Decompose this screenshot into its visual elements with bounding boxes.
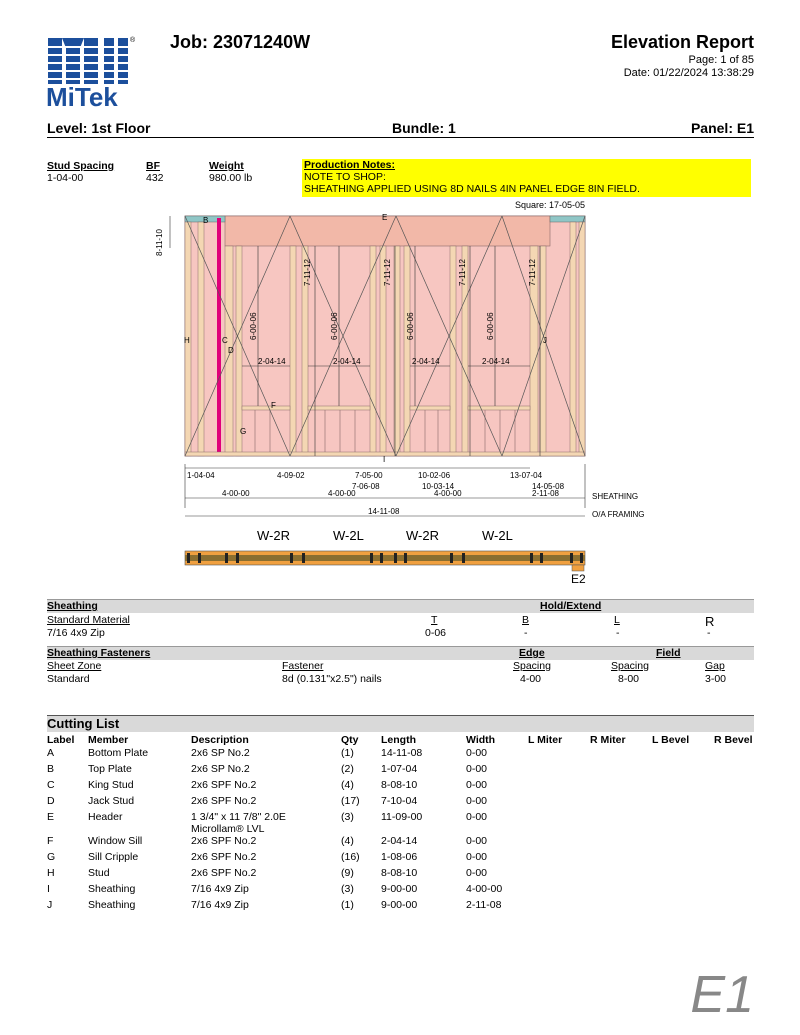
fastener-label: Fastener	[282, 660, 324, 672]
table-row	[47, 811, 754, 835]
table-row	[47, 867, 754, 883]
row-desc: 2x6 SPF No.2	[191, 867, 257, 879]
opening-width-1: 2-04-14	[258, 357, 286, 366]
stud-spacing-value: 1-04-00	[47, 172, 84, 184]
job-number: Job: 23071240W	[170, 32, 311, 52]
elevation-drawing	[140, 208, 660, 593]
row-qty: (3)	[341, 811, 354, 823]
col-description: Description	[191, 734, 249, 746]
notes-line2: SHEATHING APPLIED USING 8D NAILS 4IN PANEL EDGE 8IN FIELD.	[304, 183, 640, 195]
plan-label: E2	[571, 572, 586, 586]
cutting-header-bar	[47, 715, 754, 732]
row-member: Sheathing	[88, 883, 136, 895]
row-qty: (4)	[341, 835, 354, 847]
row-label: E	[47, 811, 55, 823]
weight-value: 980.00 lb	[209, 172, 253, 184]
row-qty: (9)	[341, 867, 354, 879]
hold-r-value: -	[707, 627, 711, 639]
row-desc: 2x6 SP No.2	[191, 747, 250, 759]
col-l-bevel: L Bevel	[652, 734, 690, 746]
framing-label: O/A FRAMING	[592, 510, 645, 519]
col-r-miter: R Miter	[590, 734, 626, 746]
row-length: 8-08-10	[381, 779, 418, 791]
row-desc-line2: Microllam® LVL	[191, 823, 265, 835]
row-width: 0-00	[466, 811, 488, 823]
field-spacing-value: 8-00	[618, 673, 640, 685]
stud-spacing-label: Stud Spacing	[47, 160, 115, 172]
row-label: A	[47, 747, 55, 759]
mitek-logo	[46, 32, 138, 112]
row-width: 0-00	[466, 835, 488, 847]
row-desc	[191, 811, 341, 835]
row-label: B	[47, 763, 55, 775]
sheathing-dim-3: 4-00-00	[434, 489, 462, 498]
row-member: Sheathing	[88, 899, 136, 911]
table-row	[47, 899, 754, 915]
letter-b: B	[203, 216, 209, 225]
sheathing-material: 7/16 4x9 Zip	[47, 627, 105, 639]
bottom-dim-1: 1-04-04	[187, 471, 215, 480]
cutting-header-row	[47, 733, 754, 747]
opening-height-2: 6-00-06	[330, 312, 339, 340]
hold-b-label: B	[522, 614, 530, 626]
header-dim-2: 7-11-12	[383, 259, 392, 286]
hold-r-label: R	[705, 614, 715, 629]
table-row	[47, 779, 754, 795]
sheathing-dim-1: 4-00-00	[222, 489, 250, 498]
table-row	[47, 747, 754, 763]
panel-label: Panel: E1	[690, 120, 754, 136]
square-value: Square: 17-05-05	[515, 200, 586, 210]
fastener-value: 8d (0.131"x2.5") nails	[282, 673, 382, 685]
bottom-dim-3: 7-05-00	[355, 471, 383, 480]
hold-extend-label: Hold/Extend	[540, 600, 602, 612]
hold-l-value: -	[616, 627, 620, 639]
row-width: 0-00	[466, 747, 488, 759]
sheathing-dim-4: 2-11-08	[532, 489, 559, 498]
letter-i: I	[383, 455, 386, 464]
row-length: 8-08-10	[381, 867, 418, 879]
row-qty: (3)	[341, 883, 354, 895]
bf-label: BF	[146, 160, 160, 172]
row-member: King Stud	[88, 779, 134, 791]
row-desc: 2x6 SP No.2	[191, 763, 250, 775]
table-row	[47, 851, 754, 867]
hold-b-value: -	[524, 627, 528, 639]
row-qty: (1)	[341, 899, 354, 911]
bottom-dim-8: 14-05-08	[532, 482, 565, 491]
bottom-dim-4: 10-02-06	[418, 471, 451, 480]
col-length: Length	[381, 734, 416, 746]
sheathing-header-bar	[47, 599, 754, 613]
row-qty: (4)	[341, 779, 354, 791]
level-label: Level: 1st Floor	[47, 120, 151, 136]
row-desc: 2x6 SPF No.2	[191, 779, 257, 791]
row-member: Header	[88, 811, 123, 823]
notes-line1: NOTE TO SHOP:	[304, 171, 386, 183]
row-desc-line1: 1 3/4" x 11 7/8" 2.0E	[191, 811, 286, 823]
cutting-title: Cutting List	[47, 716, 120, 731]
row-desc: 7/16 4x9 Zip	[191, 899, 249, 911]
letter-c: C	[222, 336, 228, 345]
page-number: Page: 1 of 85	[688, 54, 754, 66]
wall-label-3: W-2R	[406, 528, 439, 543]
overall-dim: 14-11-08	[368, 507, 400, 516]
col-member: Member	[88, 734, 129, 746]
row-qty: (16)	[341, 851, 360, 863]
row-length: 14-11-08	[381, 747, 423, 759]
opening-height-1: 6-00-06	[249, 312, 258, 340]
production-notes	[302, 159, 751, 197]
cutting-table	[47, 733, 754, 915]
sheet-zone-value: Standard	[47, 673, 90, 685]
opening-height-3: 6-00-06	[406, 312, 415, 340]
gap-value: 3-00	[705, 673, 727, 685]
row-desc: 2x6 SPF No.2	[191, 851, 257, 863]
hold-t-label: T	[431, 614, 438, 626]
row-width: 0-00	[466, 779, 488, 791]
row-label: J	[47, 899, 53, 911]
report-date: Date: 01/22/2024 13:38:29	[623, 67, 754, 79]
field-spacing-label: Spacing	[611, 660, 649, 672]
col-l-miter: L Miter	[528, 734, 563, 746]
sheathing-title: Sheathing	[47, 600, 98, 612]
row-qty: (1)	[341, 747, 354, 759]
weight-label: Weight	[209, 160, 244, 172]
col-r-bevel: R Bevel	[714, 734, 753, 746]
letter-e: E	[382, 213, 388, 222]
table-row	[47, 763, 754, 779]
header-dim-1: 7-11-12	[303, 259, 312, 286]
row-member: Sill Cripple	[88, 851, 139, 863]
logo-text: MiTek	[46, 82, 118, 112]
col-width: Width	[466, 734, 496, 746]
height-dim: 8-11-10	[155, 229, 164, 256]
table-row	[47, 795, 754, 811]
sheet-zone-label: Sheet Zone	[47, 660, 102, 672]
row-width: 4-00-00	[466, 883, 503, 895]
row-member: Bottom Plate	[88, 747, 149, 759]
edge-spacing-label: Spacing	[513, 660, 551, 672]
row-label: F	[47, 835, 54, 847]
row-label: D	[47, 795, 55, 807]
letter-h: H	[184, 336, 190, 345]
sheathing-dim-2: 4-00-00	[328, 489, 356, 498]
opening-width-3: 2-04-14	[412, 357, 440, 366]
row-length: 11-09-00	[381, 811, 423, 823]
header-dim-4: 7-11-12	[528, 259, 537, 286]
opening-width-4: 2-04-14	[482, 357, 510, 366]
bottom-dim-5: 13-07-04	[510, 471, 543, 480]
edge-label: Edge	[519, 647, 545, 659]
bundle-label: Bundle: 1	[392, 120, 456, 136]
sheathing-label: SHEATHING	[592, 492, 639, 501]
row-length: 9-00-00	[381, 899, 418, 911]
wall-label-4: W-2L	[482, 528, 513, 543]
bf-value: 432	[146, 172, 164, 184]
header-dim-3: 7-11-12	[458, 259, 467, 286]
row-length: 9-00-00	[381, 883, 418, 895]
col-label: Label	[47, 734, 75, 746]
table-row	[47, 883, 754, 899]
wall-label-2: W-2L	[333, 528, 364, 543]
letter-f: F	[271, 401, 276, 410]
wall-label-1: W-2R	[257, 528, 290, 543]
bottom-dim-7: 10-03-14	[422, 482, 455, 491]
row-desc: 2x6 SPF No.2	[191, 795, 257, 807]
row-width: 0-00	[466, 763, 488, 775]
col-qty: Qty	[341, 734, 359, 746]
svg-text:®: ®	[130, 37, 136, 44]
hold-l-label: L	[614, 614, 620, 626]
standard-material-label: Standard Material	[47, 614, 130, 626]
row-length: 1-07-04	[381, 763, 418, 775]
letter-d: D	[228, 346, 234, 355]
notes-label: Production Notes:	[304, 159, 395, 171]
report-title: Elevation Report	[610, 32, 754, 52]
panel-watermark: E1	[690, 966, 754, 1024]
row-desc: 7/16 4x9 Zip	[191, 883, 249, 895]
bottom-dim-6: 7-06-08	[352, 482, 380, 491]
gap-label: Gap	[705, 660, 725, 672]
row-length: 2-04-14	[381, 835, 418, 847]
header-rule	[47, 137, 754, 138]
row-member: Top Plate	[88, 763, 132, 775]
letter-g: G	[240, 427, 247, 436]
row-length: 7-10-04	[381, 795, 418, 807]
row-label: G	[47, 851, 56, 863]
row-width: 0-00	[466, 795, 488, 807]
row-member: Window Sill	[88, 835, 143, 847]
row-desc: 2x6 SPF No.2	[191, 835, 257, 847]
edge-spacing-value: 4-00	[520, 673, 542, 685]
bottom-dim-2: 4-09-02	[277, 471, 305, 480]
hold-t-value: 0-06	[425, 627, 447, 639]
row-width: 0-00	[466, 867, 488, 879]
letter-j: J	[543, 336, 547, 345]
fasteners-header-bar	[47, 646, 754, 660]
row-length: 1-08-06	[381, 851, 418, 863]
row-label: H	[47, 867, 55, 879]
row-member: Jack Stud	[88, 795, 135, 807]
row-member: Stud	[88, 867, 110, 879]
row-qty: (2)	[341, 763, 354, 775]
opening-height-4: 6-00-06	[486, 312, 495, 340]
opening-width-2: 2-04-14	[333, 357, 361, 366]
row-width: 2-11-08	[466, 899, 502, 911]
table-row	[47, 835, 754, 851]
row-label: C	[47, 779, 55, 791]
row-label: I	[47, 883, 50, 895]
fasteners-title: Sheathing Fasteners	[47, 647, 151, 659]
field-label: Field	[656, 647, 681, 659]
row-qty: (17)	[341, 795, 360, 807]
row-width: 0-00	[466, 851, 488, 863]
